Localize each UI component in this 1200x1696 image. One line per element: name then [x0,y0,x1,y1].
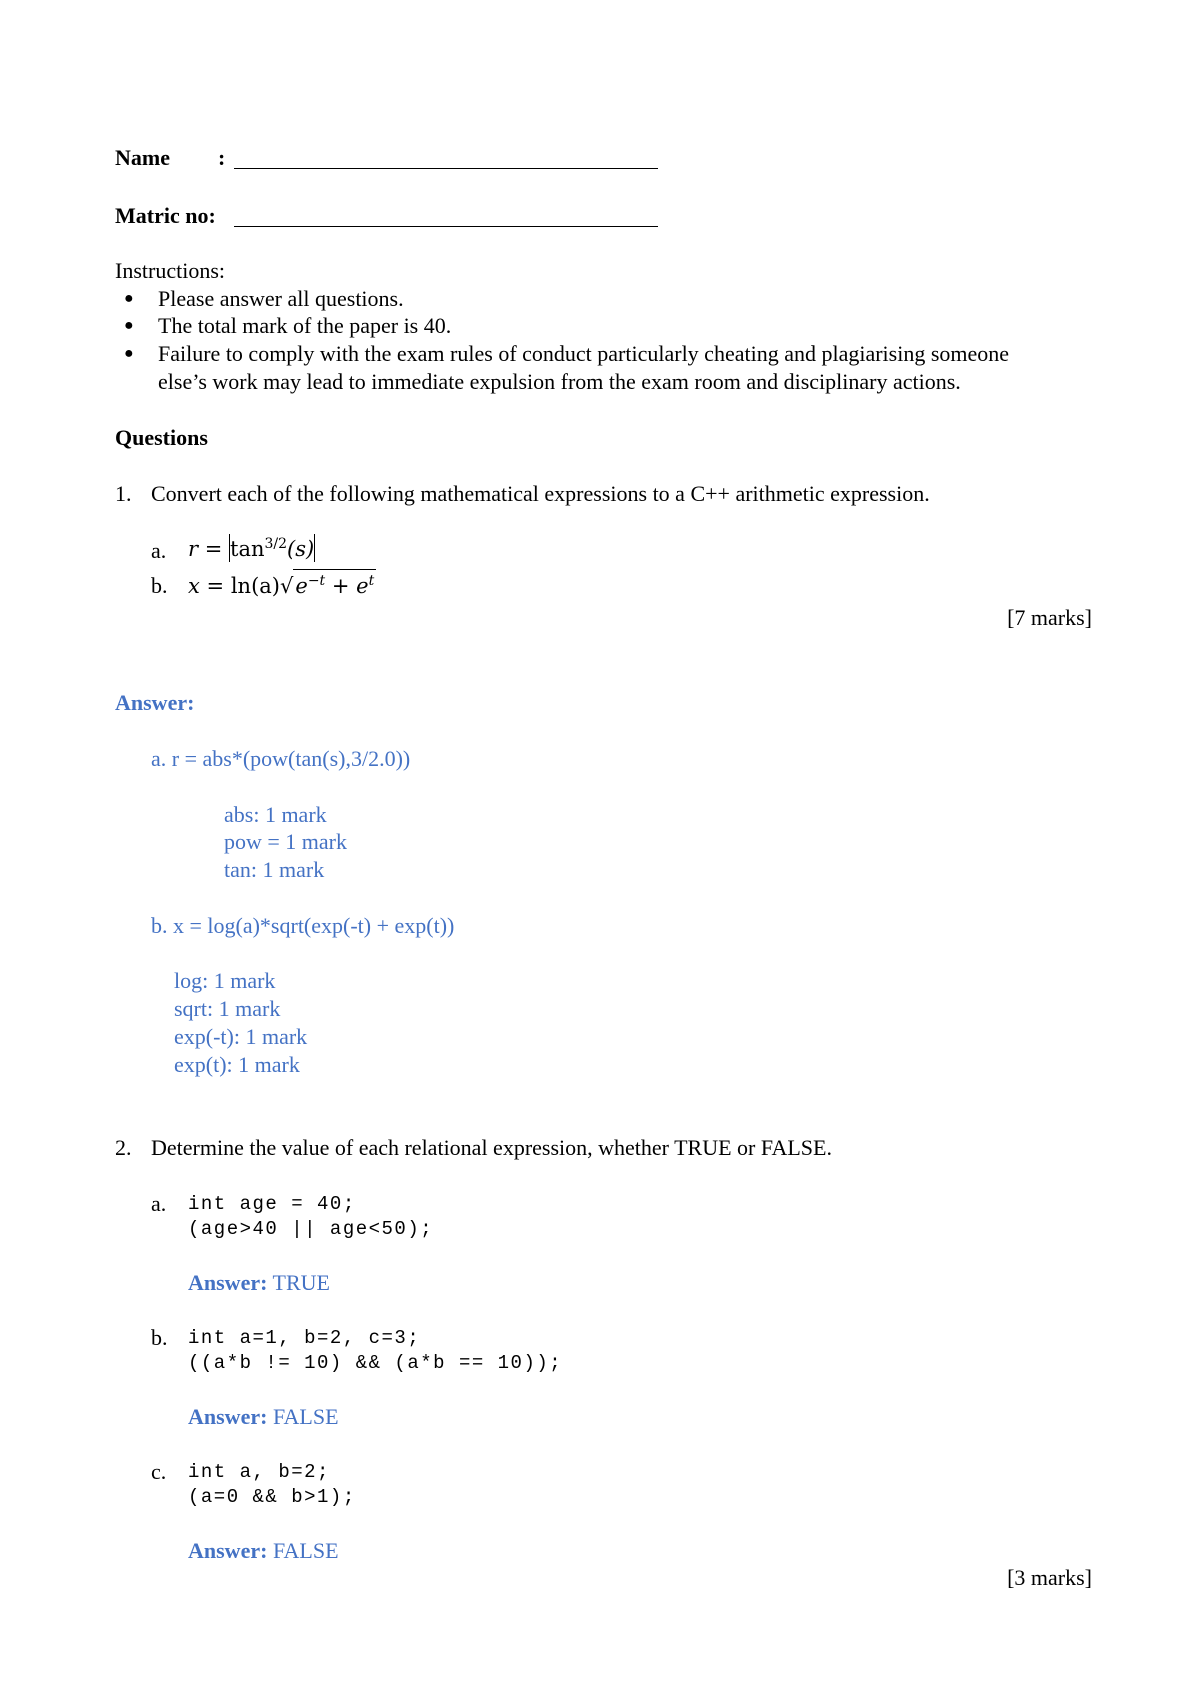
q1-b-e2: e [356,574,369,598]
q2-code-line: ((a*b != 10) && (a*b == 10)); [188,1352,563,1374]
q1-b-expression [188,569,376,598]
q2-answer-value: TRUE [267,1270,330,1295]
bullet-icon: ● [124,317,134,334]
q1-answer-b: b. x = log(a)*sqrt(exp(-t) + exp(t)) [151,913,455,938]
q1-a-label: a. [151,538,167,563]
q2-number: 2. [115,1135,132,1160]
name-colon: : [218,145,226,170]
q1-b-e2-exp: t [368,573,375,589]
q2-part-label: b. [151,1325,168,1350]
instruction-item-continued: else’s work may lead to immediate expulsion from the exam room and disciplinary actions. [158,369,961,394]
name-label: Name [115,145,170,170]
q2-part-label: a. [151,1191,167,1216]
questions-heading: Questions [115,425,208,450]
q1-a-fn: tan [230,537,265,561]
q2-answer [188,1404,339,1430]
q1-b-lhs: x [188,574,200,598]
q1-a-lhs: r [188,537,199,561]
q1-answer-b-mark: log: 1 mark [174,968,276,993]
instruction-item: Failure to comply with the exam rules of conduct particularly cheating and plagiarising someone [158,341,1010,366]
q2-answer [188,1270,330,1296]
q1-a-expression [188,534,315,562]
q1-b-ln: ln [230,574,252,598]
q1-marks: [7 marks] [1007,605,1092,630]
q1-number: 1. [115,481,132,506]
q2-marks: [3 marks] [1007,1565,1092,1590]
q2-answer-label: Answer: [188,1538,268,1563]
q2-code-line: (age>40 || age<50); [188,1218,434,1240]
q2-answer-label: Answer: [188,1270,268,1295]
q2-answer-value: FALSE [267,1538,339,1563]
q1-b-arg: (a) [251,574,280,598]
q1-b-e1: e [295,574,308,598]
name-blank-line[interactable] [234,148,658,169]
q2-code-line: int a=1, b=2, c=3; [188,1327,421,1349]
q2-text: Determine the value of each relational expression, whether TRUE or FALSE. [151,1135,832,1160]
instruction-item: The total mark of the paper is 40. [158,313,452,338]
q1-a-eq: = [204,537,223,561]
q1-b-plus: + [331,574,350,598]
bullet-icon: ● [124,290,134,307]
q1-answer-a: a. r = abs*(pow(tan(s),3/2.0)) [151,746,411,771]
q1-answer-a-mark: abs: 1 mark [224,802,327,827]
q1-answer-b-mark: exp(-t): 1 mark [174,1024,308,1049]
q1-answer-b-mark: exp(t): 1 mark [174,1052,300,1077]
q1-b-radicand [293,569,376,597]
q1-a-arg: (s) [287,537,315,561]
q1-answer-a-mark: pow = 1 mark [224,829,347,854]
q1-a-exp: 3/2 [264,536,288,552]
q1-answer-label: Answer: [115,690,195,715]
q1-b-e1-exp: −t [307,573,326,589]
q2-answer-value: FALSE [267,1404,339,1429]
q2-code-line: int age = 40; [188,1193,356,1215]
q1-text: Convert each of the following mathematical expressions to a C++ arithmetic expression. [151,481,930,506]
q1-answer-a-mark: tan: 1 mark [224,857,325,882]
q2-answer [188,1538,339,1564]
instruction-item: Please answer all questions. [158,286,404,311]
matric-blank-line[interactable] [234,206,658,227]
q1-b-eq: = [206,574,225,598]
q2-code-line: int a, b=2; [188,1461,330,1483]
q1-answer-b-mark: sqrt: 1 mark [174,996,281,1021]
matric-label: Matric no: [115,203,216,228]
abs-bar-right [314,534,315,562]
q1-b-label: b. [151,573,168,598]
q2-answer-label: Answer: [188,1404,268,1429]
bullet-icon: ● [124,345,134,362]
q2-part-label: c. [151,1459,167,1484]
q2-code-line: (a=0 && b>1); [188,1486,356,1508]
instructions-title: Instructions: [115,258,225,283]
sqrt-icon: √ [279,574,294,598]
